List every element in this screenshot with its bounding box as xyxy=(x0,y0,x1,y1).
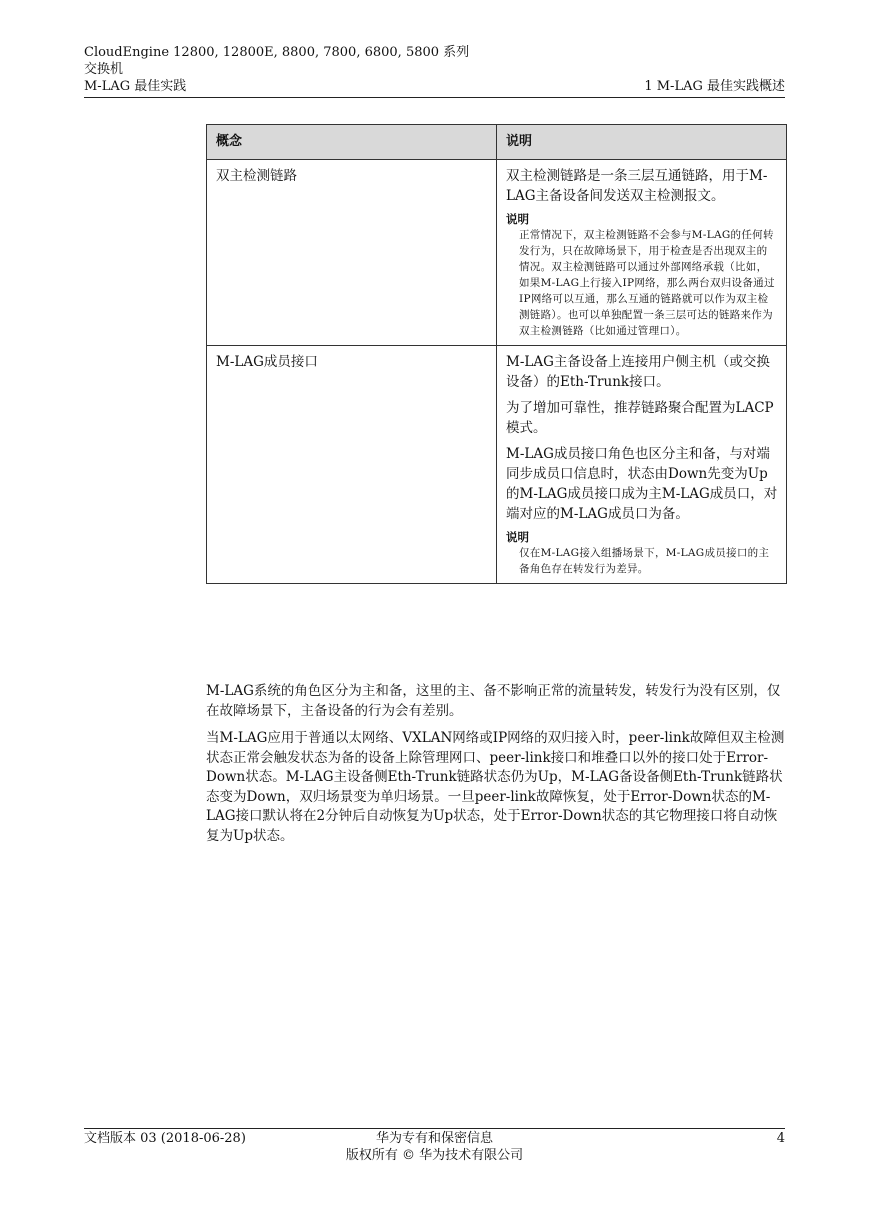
note-text: 仅在M-LAG接入组播场景下，M-LAG成员接口的主备角色存在转发行为差异。 xyxy=(519,547,770,575)
body-paragraph: 当M-LAG应用于普通以太网络、VXLAN网络或IP网络的双归接入时，peer-link故障但双主检测状态正常会触发状态为备的设备上除管理网口、peer-link接口和堆叠口以外的接口处于Error-Down状态。M-LAG主设备侧Eth-Trunk链路状态仍为Up，M-LAG备设备侧Eth-Trunk链路状态变为Down，双归场景变为单归场景。一旦peer-link故障恢复，处于Error-Down状态的M-LAG接口默认将在2分钟后自动恢复为Up状态，处于Error-Down状态的其它物理接口将自动恢复为Up状态。 xyxy=(206,730,785,844)
note-title: 说明 xyxy=(506,212,529,226)
column-header-concept: 概念 xyxy=(207,125,497,160)
description-paragraph: M-LAG成员接口角色也区分主和备，与对端同步成员口信息时，状态由Down先变为Up的M-LAG成员接口成为主M-LAG成员口，对端对应的M-LAG成员口为备。 xyxy=(506,446,778,522)
page-header xyxy=(84,44,469,95)
table-row xyxy=(207,160,787,346)
product-line: CloudEngine 12800, 12800E, 8800, 7800, 6800, 5800 系列 xyxy=(84,45,470,60)
body-section xyxy=(206,682,786,854)
doc-title: M-LAG 最佳实践 xyxy=(84,79,187,94)
copyright-notice: 版权所有 © 华为技术有限公司 xyxy=(345,1148,524,1163)
column-header-description: 说明 xyxy=(497,125,787,160)
concept-cell: M-LAG成员接口 xyxy=(207,346,497,584)
doc-version: 文档版本 03 (2018-06-28) xyxy=(84,1131,246,1146)
note-text: 正常情况下，双主检测链路不会参与M-LAG的任何转发行为，只在故障场景下，用于检查是否出现双主的情况。双主检测链路可以通过外部网络承载（比如，如果M-LAG上行接入IP网络，那么两台双归设备通过IP网络可以互通，那么互通的链路就可以作为双主检测链路）。也可以单独配置一条三层可达的链路来作为双主检测链路（比如通过管理口）。 xyxy=(519,229,775,337)
description-cell xyxy=(497,346,787,584)
note-title: 说明 xyxy=(506,530,529,544)
concept-cell: 双主检测链路 xyxy=(207,160,497,346)
page-number: 4 xyxy=(776,1131,785,1146)
chapter-title: 1 M-LAG 最佳实践概述 xyxy=(644,79,785,94)
description-cell xyxy=(497,160,787,346)
description-paragraph: 双主检测链路是一条三层互通链路，用于M-LAG主备设备间发送双主检测报文。 xyxy=(506,168,768,204)
footer-center xyxy=(0,1130,869,1164)
concept-table xyxy=(206,124,787,584)
footer-divider xyxy=(84,1128,785,1129)
table-row xyxy=(207,346,787,584)
body-paragraph: M-LAG系统的角色区分为主和备，这里的主、备不影响正常的流量转发，转发行为没有区别，仅在故障场景下，主备设备的行为会有差别。 xyxy=(206,683,781,719)
table-header-row xyxy=(207,125,787,160)
confidential-notice: 华为专有和保密信息 xyxy=(375,1131,493,1146)
description-paragraph: M-LAG主备设备上连接用户侧主机（或交换设备）的Eth-Trunk接口。 xyxy=(506,354,770,390)
header-divider xyxy=(84,97,785,98)
device-type: 交换机 xyxy=(84,62,124,77)
description-paragraph: 为了增加可靠性，推荐链路聚合配置为LACP模式。 xyxy=(506,400,774,436)
